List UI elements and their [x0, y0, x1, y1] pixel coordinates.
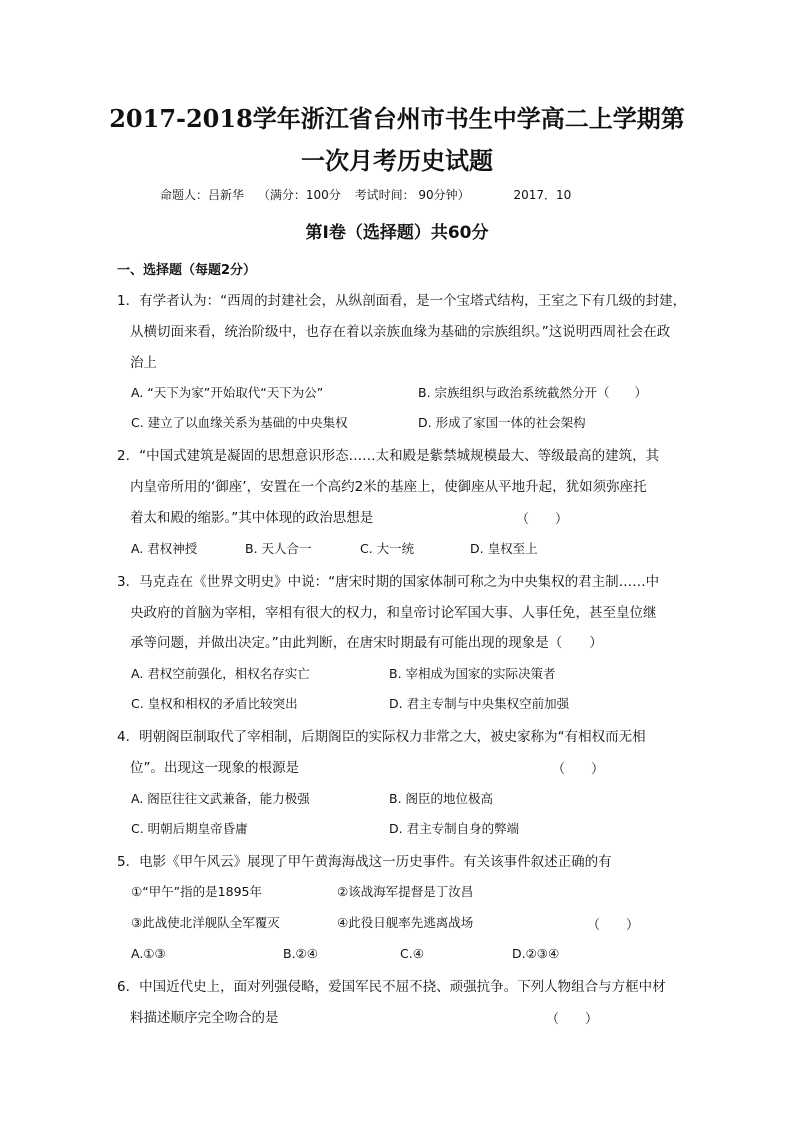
question-1-line-3: 治上: [130, 355, 157, 371]
question-1-line-1: 1．有学者认为：“西周的封建社会，从纵剖面看，是一个宝塔式结构，王室之下有几级的封建，: [117, 293, 687, 309]
question-3-line-2: 央政府的首脑为宰相，宰相有很大的权力，和皇帝讨论军国大事、人事任免，甚至皇位继: [130, 605, 657, 621]
question-2-line-2: 内皇帝所用的‘御座’，安置在一个高约2米的基座上，使御座从平地升起，犹如须弥座托: [130, 479, 647, 495]
question-4-line-1: 4．明朝阁臣制取代了宰相制，后期阁臣的实际权力非常之大，被史家称为“有相权而无相: [117, 729, 646, 745]
question-3-option-c: C. 皇权和相权的矛盾比较突出: [131, 696, 298, 711]
question-5-item-3: ③此战使北洋舰队全军覆灭: [131, 915, 280, 930]
question-6-line-2: 料描述顺序完全吻合的是: [130, 1010, 279, 1026]
question-4-answer-paren: （ ）: [552, 762, 605, 777]
question-5-option-c: C.④: [400, 946, 424, 961]
question-5-option-b: B.②④: [283, 946, 318, 961]
question-5-line-1: 5．电影《甲午风云》展现了甲午黄海海战这一历史事件。有关该事件叙述正确的有: [117, 854, 612, 870]
question-2-answer-paren: （ ）: [516, 512, 569, 527]
question-4-option-c: C. 明朝后期皇帝昏庸: [131, 821, 248, 836]
question-2-option-d: D. 皇权至上: [470, 541, 538, 556]
exam-title-line-1: 2017-2018学年浙江省台州市书生中学高二上学期第: [109, 104, 685, 133]
question-3-option-d: D. 君主专制与中央集权空前加强: [389, 696, 570, 711]
question-1-option-c: C. 建立了以血缘关系为基础的中央集权: [131, 415, 348, 430]
question-5-option-a: A.①③: [131, 946, 166, 961]
question-4-option-b: B. 阁臣的地位极高: [389, 791, 494, 806]
exam-title-line-2: 一次月考历史试题: [301, 146, 493, 175]
question-4-option-a: A. 阁臣往往文武兼备，能力极强: [131, 791, 310, 806]
question-5-item-2: ②该战海军提督是丁汝昌: [337, 884, 474, 899]
question-5-option-d: D.②③④: [512, 946, 560, 961]
question-2-option-c: C. 大一统: [360, 541, 415, 556]
exam-time: 考试时间： 90分钟）: [354, 188, 470, 202]
question-4-option-d: D. 君主专制自身的弊端: [389, 821, 520, 836]
author: 命题人：吕新华: [160, 188, 245, 202]
question-3-option-b: B. 宰相成为国家的实际决策者: [389, 666, 556, 681]
part-title: 第Ⅰ卷（选择题）共60分: [305, 223, 489, 243]
question-2-line-3: 着太和殿的缩影。”其中体现的政治思想是: [130, 510, 374, 526]
question-5-item-1: ①“甲午”指的是1895年: [131, 884, 262, 899]
exam-meta: [160, 186, 660, 203]
question-2-option-a: A. 君权神授: [131, 541, 198, 556]
question-4-line-2: 位”。出现这一现象的根源是: [130, 760, 299, 776]
question-3-line-3: 承等问题，并做出决定。”由此判断，在唐宋时期最有可能出现的现象是（ ）: [130, 635, 603, 651]
exam-date: 2017．10: [513, 188, 572, 202]
question-1-option-a: A. “天下为家”开始取代“天下为公”: [131, 385, 324, 400]
question-3-line-1: 3．马克垚在《世界文明史》中说：“唐宋时期的国家体制可称之为中央集权的君主制……中: [117, 574, 660, 590]
question-2-line-1: 2．“中国式建筑是凝固的思想意识形态……太和殿是紫禁城规模最大、等级最高的建筑，其: [117, 448, 660, 464]
full-score: （满分：100分: [257, 188, 341, 202]
question-6-answer-paren: （ ）: [546, 1012, 599, 1027]
question-2-option-b: B. 天人合一: [245, 541, 312, 556]
question-3-option-a: A. 君权空前强化，相权名存实亡: [131, 666, 310, 681]
question-5-item-4: ④此役日舰率先逃离战场: [337, 915, 474, 930]
question-1-line-2: 从横切面来看，统治阶级中，也存在着以亲族血缘为基础的宗族组织。”这说明西周社会在政: [130, 324, 671, 340]
question-1-option-d: D. 形成了家国一体的社会架构: [418, 415, 586, 430]
section-title: 一、选择题（每题2分）: [117, 263, 257, 278]
question-5-answer-paren: （ ）: [587, 918, 640, 933]
question-1-option-b: B. 宗族组织与政治系统截然分开（ ）: [418, 385, 648, 400]
question-6-line-1: 6．中国近代史上，面对列强侵略，爱国军民不屈不挠、顽强抗争。下列人物组合与方框中材: [117, 979, 666, 995]
